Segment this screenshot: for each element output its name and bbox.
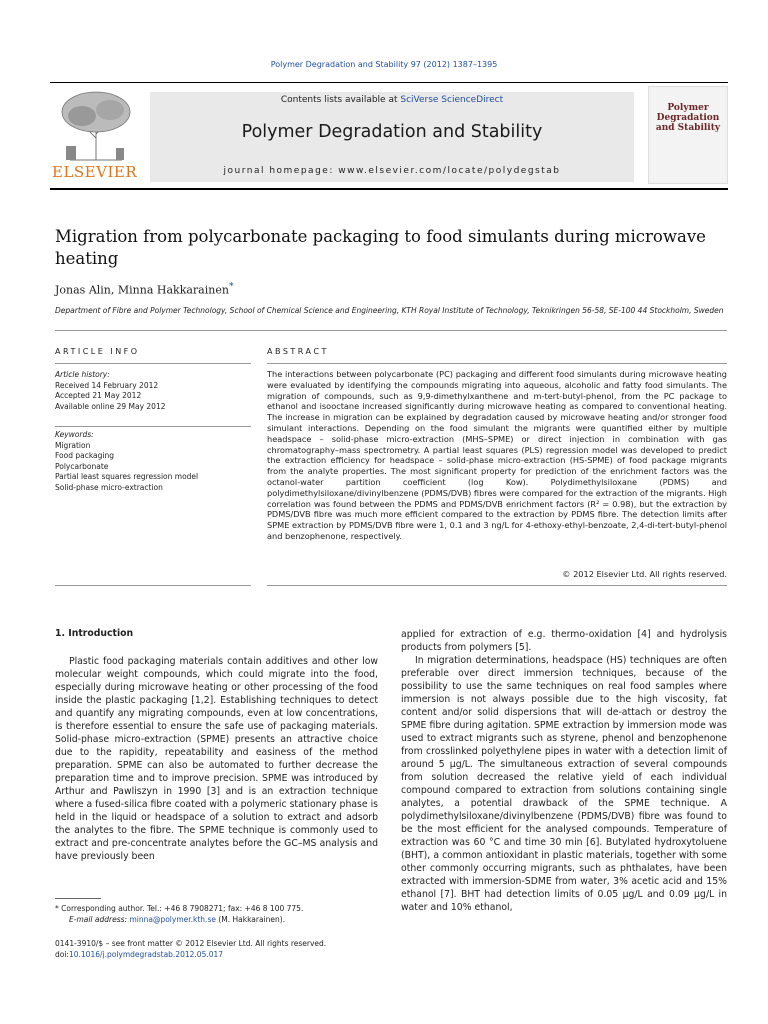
article-history — [55, 370, 251, 412]
keyword: Partial least squares regression model — [55, 472, 199, 481]
contents-prefix: Contents lists available at — [280, 95, 401, 105]
email-suffix: (M. Hakkarainen). — [215, 915, 286, 924]
section-heading: 1. Introduction — [55, 628, 134, 639]
left-column — [55, 655, 378, 863]
journal-title: Polymer Degradation and Stability — [241, 122, 543, 142]
abstract-text: The interactions between polycarbonate (PC) packaging and different food simulants during microwave heating were evaluated by identifying the compounds migrating into aqueous, alcoholic and fatty food simulants. The migration of compounds, such as 9,9-dimethylxanthene and m-tert-butyl-phenol, from the PC package to ethanol and isooctane increased significantly during microwave heating as compared to conventional heating. The increase in migration can be explained by degradation caused by microwave heating and/or stronger food simulant interactions. Depending on the food simulant the migrants were quantified either by multiple headspace – solid-phase micro-extraction (MHS–SPME) or direct injection in combination with gas chromatography–mass spectrometry. A partial least squares (PLS) regression model was developed to predict the extraction efficiency for headspace – solid-phase micro-extraction (HS-SPME) of food package migrants from the analyte properties. The most significant property for prediction of the enrichment factors was the octanol-water partition coefficient (log Kow). Polydimethylsiloxane (PDMS) and polydimethylsiloxane/divinylbenzene (PDMS/DVB) fibres were compared for the extraction of the migrants. High correlation was found between the PDMS and PDMS/DVB enrichment factors (R² = 0.98), but the extraction by PDMS/DVB fibre was much more efficient compared to the extraction by PDMS fibre. The detection limits after SPME extraction by PDMS/DVB fibre were 1, 0.1 and 3 ng/L for 4-ethoxy-ethyl-benzoate, 2,4-di-tert-butyl-phenol and benzophenone, respectively. — [267, 369, 727, 541]
journal-homepage[interactable]: journal homepage: www.elsevier.com/locate/polydegstab — [223, 166, 561, 176]
keywords — [55, 430, 251, 493]
header-rule-thick — [50, 188, 728, 190]
article-title: Migration from polycarbonate packaging to food simulants during microwave heating — [55, 227, 706, 268]
doi-label: doi: — [55, 950, 69, 959]
email-link[interactable]: minna@polymer.kth.se — [129, 915, 216, 924]
corresponding-author-mark[interactable]: * — [228, 281, 234, 292]
elsevier-wordmark: ELSEVIER — [52, 163, 138, 181]
sciencedirect-link[interactable]: SciVerse ScienceDirect — [400, 95, 504, 105]
affiliation: Department of Fibre and Polymer Technology, School of Chemical Science and Engineering, KTH Royal Institute of Technology, Teknikringen 56-58, SE-100 44 Stockholm, Sweden — [55, 306, 724, 315]
article-info-heading: ARTICLE INFO — [55, 347, 140, 356]
abstract-heading: ABSTRACT — [267, 347, 329, 356]
keyword: Food packaging — [55, 451, 115, 460]
history-accepted: Accepted 21 May 2012 — [55, 391, 142, 400]
abstract-rule — [267, 363, 727, 364]
paragraph: applied for extraction of e.g. thermo-oxidation [4] and hydrolysis products from polymers [5]. — [401, 629, 727, 653]
issn-line: 0141-3910/$ – see front matter © 2012 Elsevier Ltd. All rights reserved. — [55, 939, 327, 948]
keywords-label: Keywords: — [55, 430, 94, 439]
article-info-bottom-rule — [55, 585, 251, 586]
journal-citation[interactable]: Polymer Degradation and Stability 97 (2012) 1387–1395 — [270, 60, 498, 69]
keyword: Migration — [55, 440, 91, 450]
contents-line — [150, 95, 634, 105]
article-info-rule — [55, 363, 251, 364]
tree-icon — [50, 86, 142, 162]
history-label: Article history: — [55, 370, 110, 379]
history-online: Available online 29 May 2012 — [55, 401, 166, 411]
authors: Jonas Alin, Minna Hakkarainen — [55, 283, 229, 297]
keyword: Polycarbonate — [55, 461, 109, 471]
footnote-rule — [55, 898, 101, 899]
authors-line — [55, 281, 655, 297]
history-received: Received 14 February 2012 — [55, 380, 159, 390]
cover-title: Polymer Degradation and Stability — [655, 103, 721, 133]
right-column — [401, 628, 727, 914]
doi-link[interactable]: 10.1016/j.polymdegradstab.2012.05.017 — [68, 950, 224, 959]
footnote — [55, 903, 378, 925]
email-label: E-mail address: — [69, 915, 130, 924]
header-rule — [50, 82, 728, 83]
journal-cover-thumbnail — [648, 86, 728, 184]
keyword: Solid-phase micro-extraction — [55, 482, 163, 492]
corresponding-author-note: * Corresponding author. Tel.: +46 8 7908271; fax: +46 8 100 775. — [55, 904, 304, 913]
paragraph: Plastic food packaging materials contain additives and other low molecular weight compounds, which could migrate into the food, especially during microwave heating or other processing of the food inside the plastic packaging [1,2]. Establishing techniques to detect and quantify any migrating compounds, even at low concentrations, is therefore essential to ensure the safe use of packaging materials. Solid-phase micro-extraction (SPME) presents an attractive choice due to the rapidity, repeatability and easiness of the method preparation. SPME can also be automated to further decrease the preparation time and to improve precision. SPME was introduced by Arthur and Pawliszyn in 1990 [3] and is an extraction technique where a fused-silica fibre coated with a polymeric stationary phase is held in the liquid or headspace of a solution to extract and adsorb the analytes to the fibre. The SPME technique is commonly used to extract and pre-concentrate analytes before the GC–MS analysis and have previously been — [55, 656, 378, 862]
abstract-bottom-rule — [267, 585, 727, 586]
front-matter — [55, 938, 378, 960]
paragraph: In migration determinations, headspace (HS) techniques are often preferable over direct immersion techniques, because of the possibility to use the same techniques on real food samples where immersion is not always possible due to the high viscosity, fat content and/or solid dispersions that will de-attach or destroy the SPME fibre during agitation. SPME extraction by immersion mode was used to extract migrants such as styrene, phenol and benzophenone from crosslinked polyethylene pipes in water with a detection limit of around 5 µg/L. The simultaneous extraction of several compounds from solution decreased the relative yield of each individual compound compared to extraction from solutions containing single analytes, a potential drawback of the SPME technique. A polydimethylsiloxane/divinylbenzene (PDMS/DVB) fibre was found to be the most efficient for the analysed compounds. Temperature of extraction was 60 °C and time 30 min [6]. Butylated hydroxytoluene (BHT), a common antioxidant in plastic materials, together with some other commonly occurring migrants, such as phthalates, have been extracted with immersion-SDME from water, 3% acetic acid and 15% ethanol [7]. BHT had detection limits of 0.05 µg/L and 0.09 µg/L in water and 10% ethanol, — [401, 655, 727, 913]
title-rule — [55, 330, 727, 331]
abstract-copyright: © 2012 Elsevier Ltd. All rights reserved. — [562, 569, 727, 579]
keywords-rule — [55, 426, 251, 427]
